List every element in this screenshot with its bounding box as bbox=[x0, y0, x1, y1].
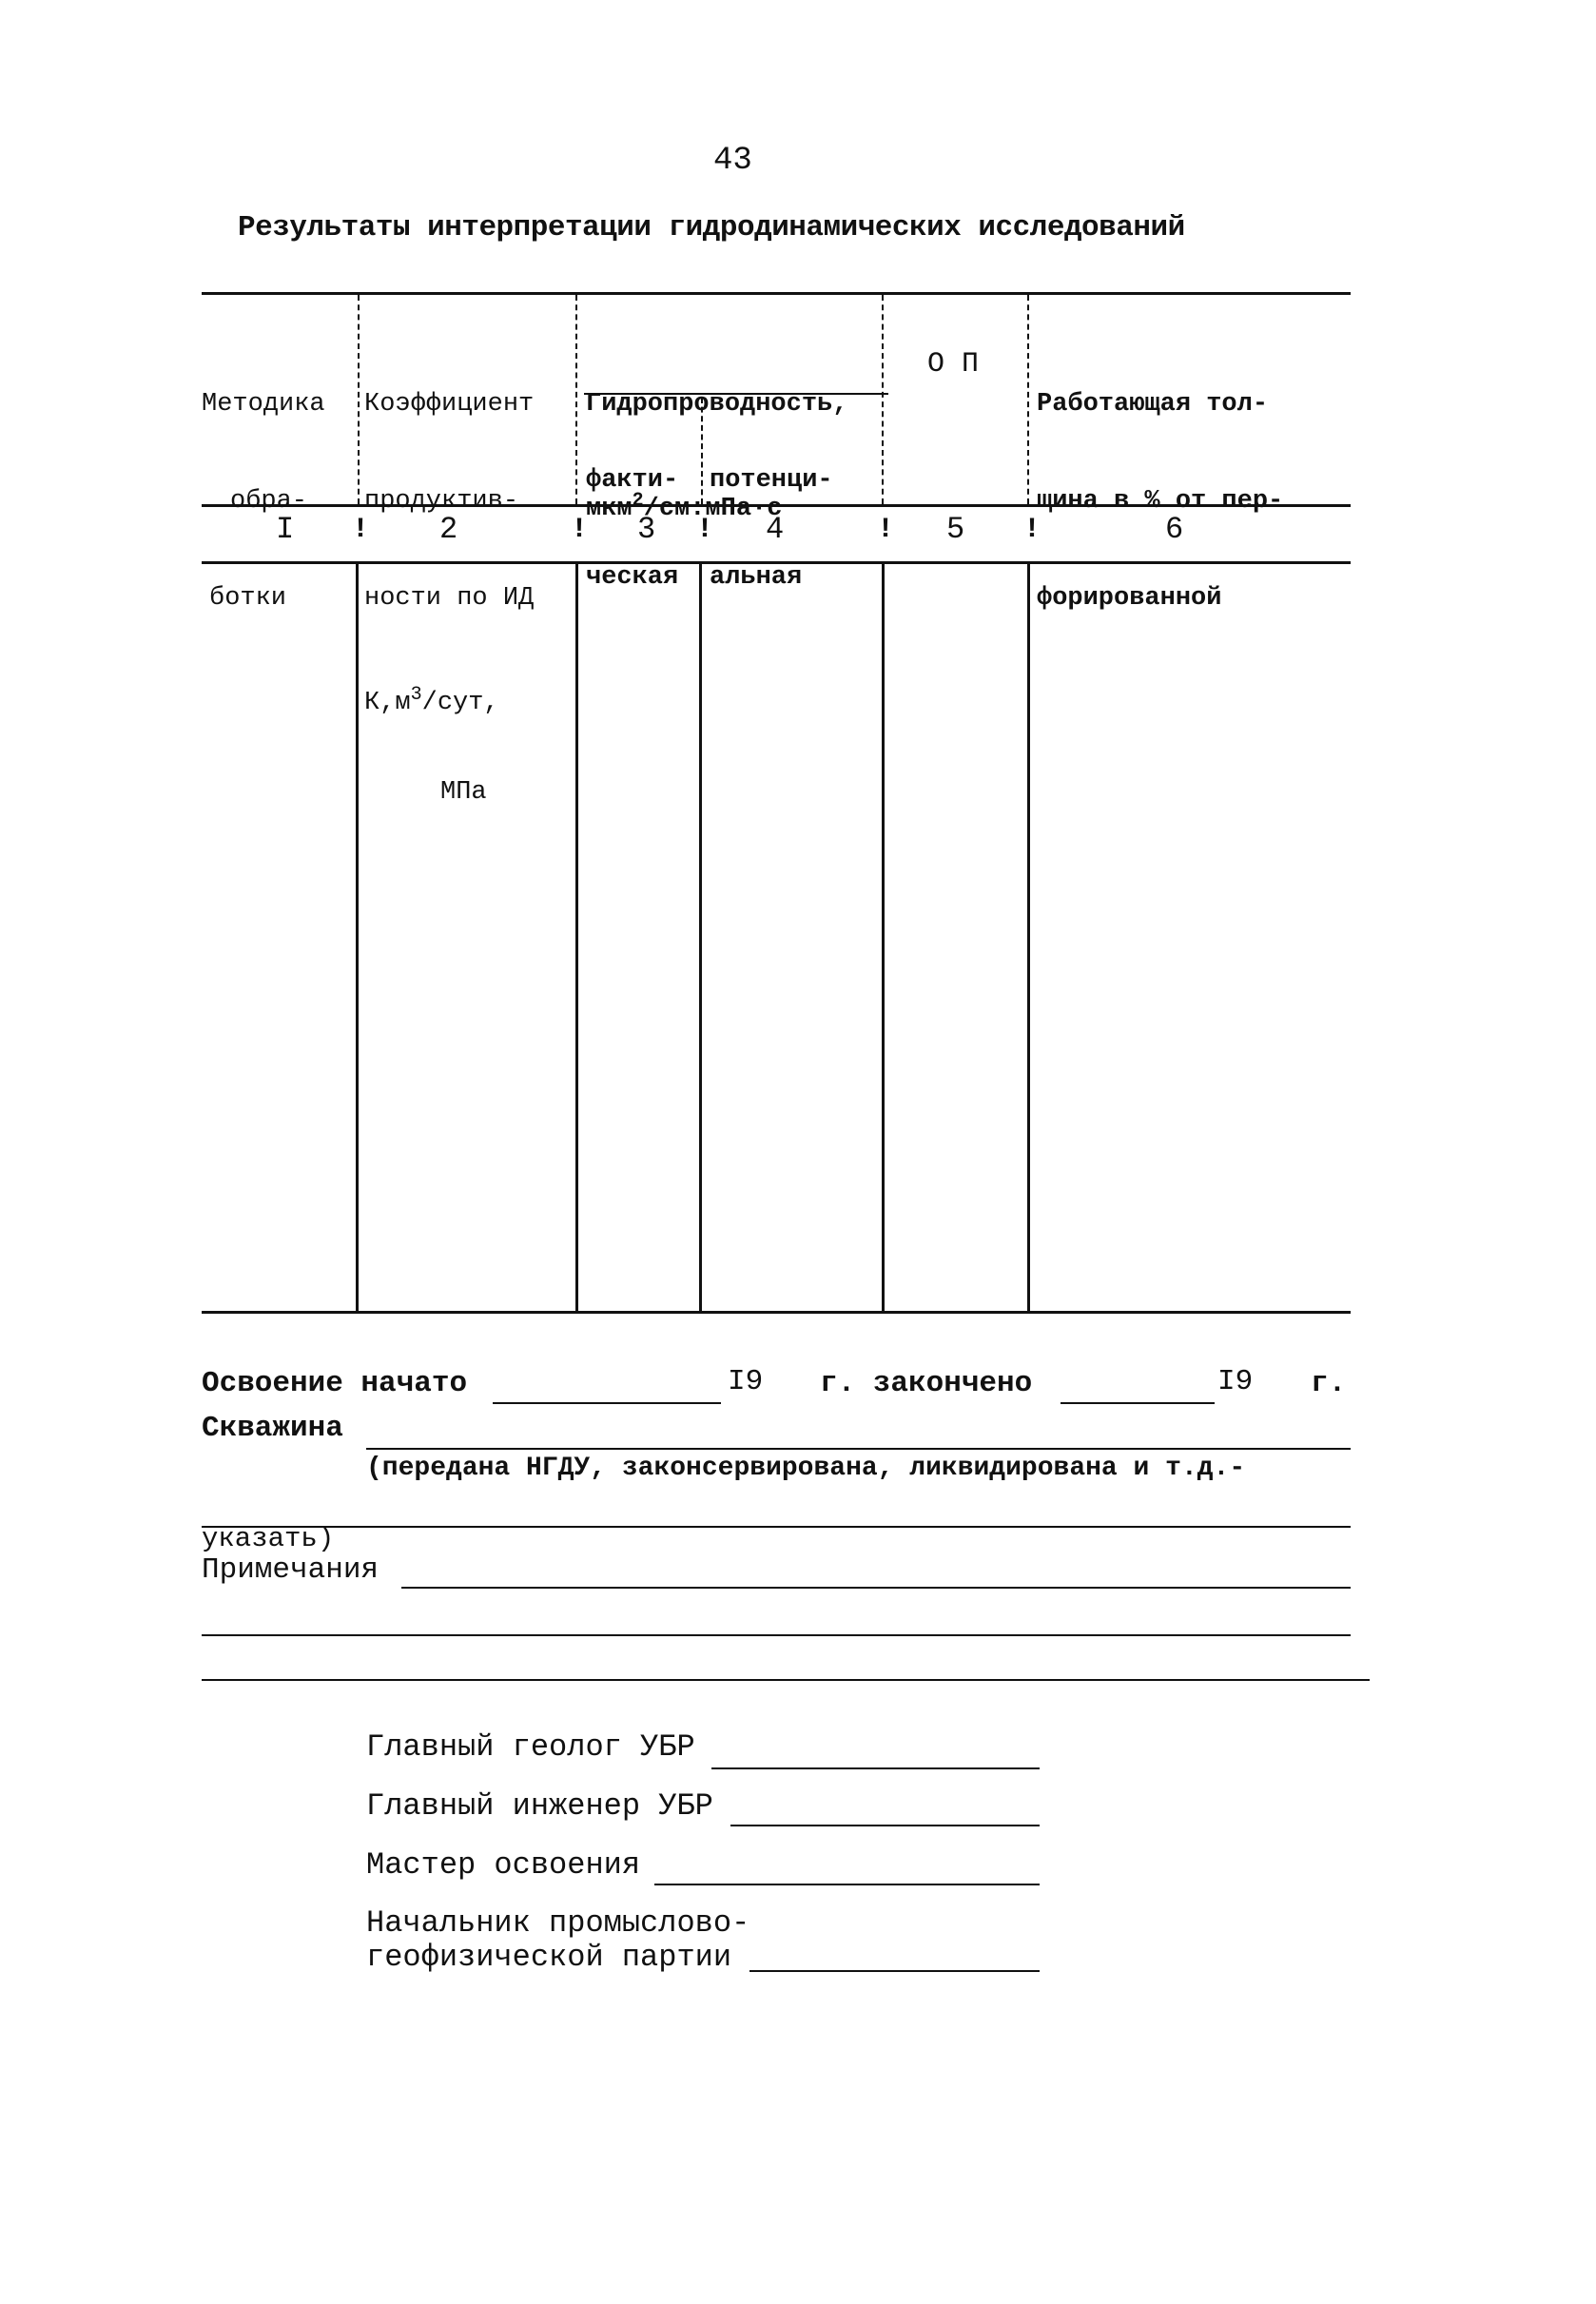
col-divider-4 bbox=[882, 561, 885, 1311]
number-separator: ! bbox=[1023, 514, 1041, 546]
year-prefix-end: I9 bbox=[1217, 1365, 1254, 1398]
remarks-field-line3[interactable] bbox=[202, 1679, 1370, 1681]
development-master-signature-line[interactable] bbox=[654, 1884, 1040, 1885]
document-title: Результаты интерпретации гидродинамических исследований bbox=[238, 211, 1185, 244]
well-status-note-cont: указать) bbox=[202, 1523, 335, 1554]
development-master-label: Мастер освоения bbox=[366, 1847, 641, 1883]
col2-header: Коэффициент продуктив- ности по ИД $К,м^3$/сут, МПа bbox=[364, 390, 535, 807]
well-label: Скважина bbox=[202, 1412, 343, 1445]
remarks-label: Примечания bbox=[202, 1553, 380, 1587]
chief-engineer-label: Главный инженер УБР bbox=[366, 1788, 713, 1824]
col-number-5: 5 bbox=[946, 512, 965, 547]
number-separator: ! bbox=[571, 514, 589, 546]
col5-header: О П bbox=[927, 348, 980, 381]
development-started-label: Освоение начато bbox=[202, 1367, 468, 1400]
col6-header: Работающая тол- щина в % от пер- форированной bbox=[1037, 390, 1284, 613]
number-separator: ! bbox=[352, 514, 370, 546]
col1-header: Методика обра- ботки bbox=[202, 390, 325, 613]
col4-header: потенци- альная bbox=[710, 466, 833, 592]
remarks-field-line2[interactable] bbox=[202, 1634, 1351, 1636]
finished-label: г. закончено bbox=[820, 1367, 1033, 1400]
well-status-field[interactable] bbox=[366, 1448, 1351, 1450]
col-number-3: 3 bbox=[637, 512, 656, 547]
table-bottom-rule bbox=[202, 1311, 1351, 1314]
hdr-divider-1 bbox=[358, 295, 360, 504]
table-top-rule bbox=[202, 292, 1351, 295]
chief-geologist-label: Главный геолог УБР bbox=[366, 1729, 695, 1765]
hdr-divider-5 bbox=[1027, 295, 1029, 504]
number-separator: ! bbox=[696, 514, 714, 546]
remarks-field[interactable] bbox=[401, 1587, 1351, 1589]
col3-header: факти- ческая bbox=[586, 466, 679, 592]
well-status-field-line2[interactable] bbox=[202, 1526, 1351, 1528]
col-divider-5 bbox=[1027, 561, 1030, 1311]
chief-geologist-signature-line[interactable] bbox=[711, 1767, 1040, 1769]
party-chief-signature-line[interactable] bbox=[749, 1970, 1040, 1972]
end-date-field[interactable] bbox=[1061, 1402, 1215, 1404]
well-status-note: (передана НГДУ, законсервирована, ликвидирована и т.д.- bbox=[366, 1454, 1246, 1483]
page-number: 43 bbox=[713, 143, 752, 179]
col-number-2: 2 bbox=[439, 512, 458, 547]
chief-engineer-signature-line[interactable] bbox=[730, 1825, 1040, 1826]
party-chief-label: Начальник промыслово- геофизической партии bbox=[366, 1905, 750, 1975]
col-divider-2 bbox=[575, 561, 578, 1311]
year-prefix-start: I9 bbox=[728, 1365, 764, 1398]
hdr-divider-4 bbox=[882, 295, 884, 504]
col-divider-1 bbox=[356, 561, 359, 1311]
number-separator: ! bbox=[877, 514, 895, 546]
col-number-4: 4 bbox=[766, 512, 785, 547]
hydroconductivity-header: Гидропроводность, мкм$^2$/см:мПа·с bbox=[586, 390, 848, 523]
year-suffix-end: г. bbox=[1311, 1367, 1347, 1400]
hdr-divider-2 bbox=[575, 295, 577, 504]
start-date-field[interactable] bbox=[493, 1402, 721, 1404]
col-divider-3 bbox=[699, 561, 702, 1311]
col-number-6: 6 bbox=[1165, 512, 1184, 547]
col-number-1: I bbox=[276, 512, 295, 547]
